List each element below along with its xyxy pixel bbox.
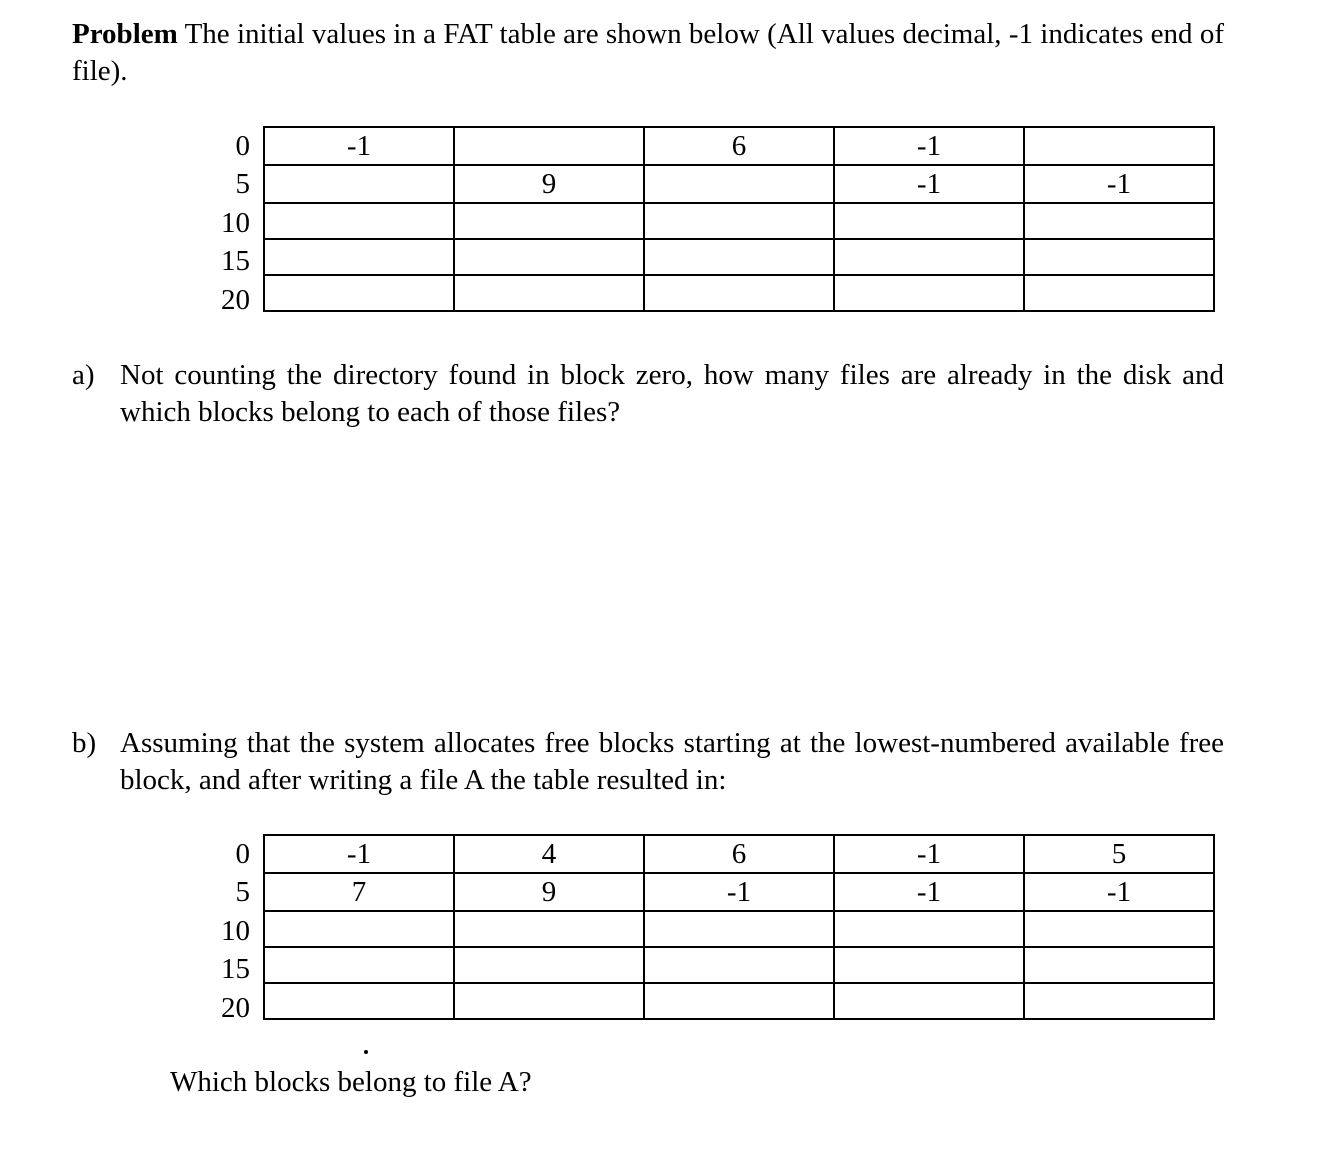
table-cell: -1	[644, 873, 834, 911]
table-cell	[834, 203, 1024, 239]
after-row-labels	[200, 835, 250, 1027]
table-cell	[1024, 275, 1214, 311]
table-row	[264, 165, 1214, 203]
table-cell	[454, 911, 644, 947]
table-cell	[834, 239, 1024, 275]
table-cell	[1024, 983, 1214, 1019]
table-row	[264, 203, 1214, 239]
table-cell	[644, 239, 834, 275]
row-label: 15	[221, 245, 250, 278]
question-b-letter: b)	[72, 727, 97, 759]
table-row	[264, 275, 1214, 311]
table-cell: 5	[1024, 835, 1214, 873]
row-label: 5	[235, 876, 250, 909]
table-cell	[454, 127, 644, 165]
closing-question: Which blocks belong to file A?	[170, 1066, 532, 1098]
table-cell: 6	[644, 835, 834, 873]
table-row	[264, 911, 1214, 947]
table-cell: -1	[264, 835, 454, 873]
problem-label: Problem	[72, 18, 178, 50]
table-cell	[454, 947, 644, 983]
problem-statement	[72, 16, 1224, 90]
row-label: 0	[235, 130, 250, 162]
table-cell	[264, 203, 454, 239]
row-label: 5	[235, 168, 250, 201]
table-cell	[1024, 239, 1214, 275]
table-cell	[644, 275, 834, 311]
table-row	[264, 127, 1214, 165]
question-b-text: Assuming that the system allocates free blocks starting at the lowest-numbered available free block, and after writing a file A the table resulted in:	[120, 727, 1224, 796]
after-fat-table	[263, 834, 1215, 1020]
row-label: 20	[221, 283, 250, 316]
table-cell: -1	[1024, 873, 1214, 911]
table-row	[264, 947, 1214, 983]
table-cell: 9	[454, 165, 644, 203]
table-cell	[644, 165, 834, 203]
table-cell	[834, 947, 1024, 983]
row-label: 0	[235, 838, 250, 870]
table-cell	[1024, 947, 1214, 983]
question-b	[72, 725, 1224, 799]
question-a-letter: a)	[72, 359, 95, 391]
table-cell: 6	[644, 127, 834, 165]
table-cell: -1	[1024, 165, 1214, 203]
initial-row-labels	[200, 127, 250, 319]
table-cell: -1	[834, 127, 1024, 165]
table-cell	[644, 911, 834, 947]
table-cell	[644, 983, 834, 1019]
table-cell: 7	[264, 873, 454, 911]
table-cell	[264, 947, 454, 983]
table-row	[264, 983, 1214, 1019]
table-cell	[1024, 203, 1214, 239]
question-a	[72, 357, 1224, 431]
table-cell	[264, 165, 454, 203]
question-a-text: Not counting the directory found in block zero, how many files are already in the disk and which blocks belong to each of those files?	[120, 359, 1224, 428]
table-row	[264, 835, 1214, 873]
table-cell	[1024, 127, 1214, 165]
table-row	[264, 239, 1214, 275]
table-cell: -1	[834, 165, 1024, 203]
table-cell	[1024, 911, 1214, 947]
table-cell: -1	[264, 127, 454, 165]
table-cell: -1	[834, 873, 1024, 911]
table-cell	[644, 947, 834, 983]
problem-text: The initial values in a FAT table are shown below (All values decimal, -1 indicates end of file).	[72, 18, 1224, 87]
table-row	[264, 873, 1214, 911]
table-cell	[834, 983, 1024, 1019]
table-cell	[644, 203, 834, 239]
table-cell	[264, 911, 454, 947]
row-label: 20	[221, 991, 250, 1024]
table-cell	[454, 239, 644, 275]
table-cell: 9	[454, 873, 644, 911]
stray-dot	[364, 1050, 368, 1054]
table-cell: 4	[454, 835, 644, 873]
row-label: 15	[221, 953, 250, 986]
table-cell	[454, 203, 644, 239]
table-cell	[454, 983, 644, 1019]
table-cell	[834, 911, 1024, 947]
row-label: 10	[221, 914, 250, 947]
table-cell	[834, 275, 1024, 311]
table-cell	[264, 983, 454, 1019]
initial-fat-table	[263, 126, 1215, 312]
table-cell: -1	[834, 835, 1024, 873]
table-cell	[264, 275, 454, 311]
table-cell	[454, 275, 644, 311]
table-cell	[264, 239, 454, 275]
row-label: 10	[221, 206, 250, 239]
